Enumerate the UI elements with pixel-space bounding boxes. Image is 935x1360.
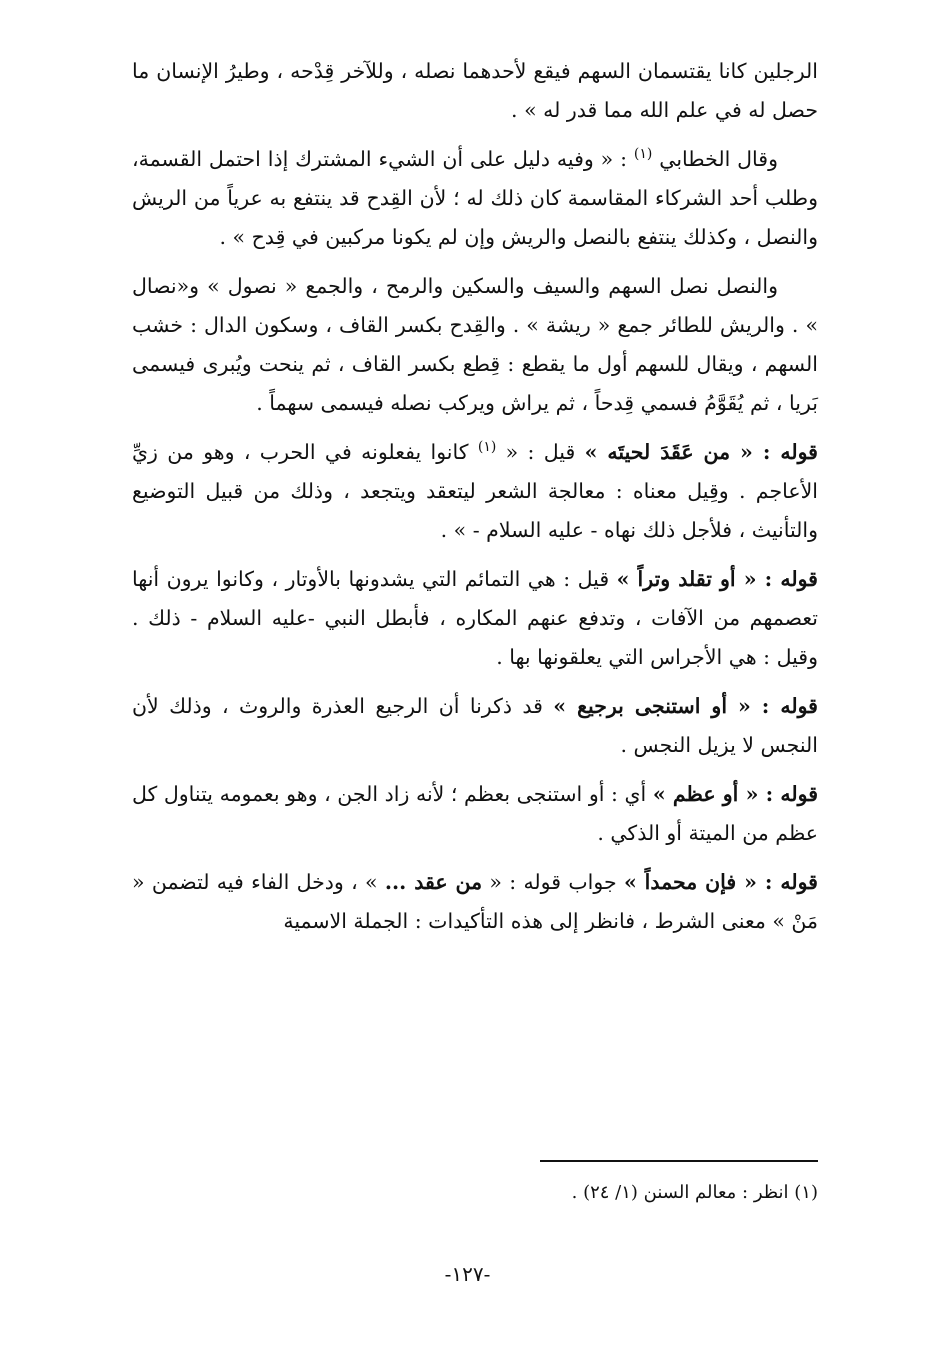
paragraph-5 bbox=[132, 560, 818, 677]
paragraph-5-rest: قيل : هي التمائم التي يشدونها بالأوتار ، وكانوا يرون أنها تعصمهم من الآفات ، وتدفع عنهم المكاره ، فأبطل النبي -عليه السلام - ذلك . وقيل : هي الأجراس التي يعلقونها بها . bbox=[132, 567, 818, 669]
paragraph-8-lead: قوله : « فإن محمداً » bbox=[623, 870, 818, 894]
paragraph-8-middle: جواب قوله : « bbox=[482, 870, 617, 894]
paragraph-7-lead: قوله : « أو عظم » bbox=[652, 782, 818, 806]
paragraph-4 bbox=[132, 433, 818, 550]
paragraph-4-middle: قيل : « bbox=[496, 440, 576, 464]
footnote-ref: (١) bbox=[477, 439, 497, 456]
paragraph-3 bbox=[132, 267, 818, 423]
paragraph-1 bbox=[132, 52, 818, 130]
paragraph-6-rest: قد ذكرنا أن الرجيع العذرة والروث ، وذلك لأن النجس لا يزيل النجس . bbox=[132, 694, 818, 757]
page-number: -١٢٧- bbox=[444, 1262, 491, 1286]
paragraph-4-rest: كانوا يفعلونه في الحرب ، وهو من زيِّ الأعاجم . وقِيل معناه : معالجة الشعر ليتعقد ويتجعد ، وذلك من قبيل التوضيع والتأنيث ، فلأجل ذلك نهاه - عليه السلام - » . bbox=[132, 440, 818, 542]
paragraph-2-after-ref: : « وفيه دليل على أن الشيء المشترك إذا احتمل القسمة، وطلب أحد الشركاء المقاسمة كان ذلك له ؛ لأن القِدح قد ينتفع به عرياً من الريش والنصل ، وكذلك ينتفع بالنصل والريش وإن لم يكونا مركبين في قِدح » . bbox=[132, 147, 818, 249]
paragraph-7 bbox=[132, 775, 818, 853]
main-text bbox=[132, 52, 818, 951]
paragraph-5-lead: قوله : « أو تقلد وتراً » bbox=[616, 567, 818, 591]
paragraph-6-lead: قوله : « أو استنجى برجيع » bbox=[553, 694, 818, 718]
footnote-ref: (١) bbox=[633, 146, 653, 163]
paragraph-6 bbox=[132, 687, 818, 765]
footnote-divider bbox=[540, 1160, 818, 1162]
paragraph-4-lead: قوله : « من عَقَدَ لحيتَه » bbox=[584, 440, 818, 464]
paragraph-2-before-ref: وقال الخطابي bbox=[659, 147, 778, 171]
paragraph-8-bold-quote: من عقد ... bbox=[384, 870, 483, 894]
paragraph-2 bbox=[132, 140, 818, 257]
footnote: (١) انظر : معالم السنن (١/ ٢٤) . bbox=[571, 1182, 818, 1203]
paragraph-3-text: والنصل نصل السهم والسيف والسكين والرمح ، والجمع « نصول » و«نصال » . والريش للطائر جمع « ريشة » . والقِدح بكسر القاف ، وسكون الدال : خشب السهم ، ويقال للسهم أول ما يقطع : قِطع بكسر القاف ، ثم ينحت ويُبرى فيسمى بَريا ، ثم يُقَوَّمُ فسمي قِدحاً ، ثم يراش ويركب نصله فيسمى سهماً . bbox=[132, 274, 818, 415]
paragraph-7-rest: أي : أو استنجى بعظم ؛ لأنه زاد الجن ، وهو بعمومه يتناول كل عظم من الميتة أو الذكي . bbox=[132, 782, 818, 845]
paragraph-1-text: الرجلين كانا يقتسمان السهم فيقع لأحدهما نصله ، وللآخر قِدْحه ، وطيرُ الإنسان ما حصل له في علم الله مما قدر له » . bbox=[132, 59, 818, 122]
paragraph-8 bbox=[132, 863, 818, 941]
paragraph-8-rest: » ، ودخل الفاء فيه لتضمن « مَنْ » معنى الشرط ، فانظر إلى هذه التأكيدات : الجملة الاسمية bbox=[132, 870, 818, 933]
